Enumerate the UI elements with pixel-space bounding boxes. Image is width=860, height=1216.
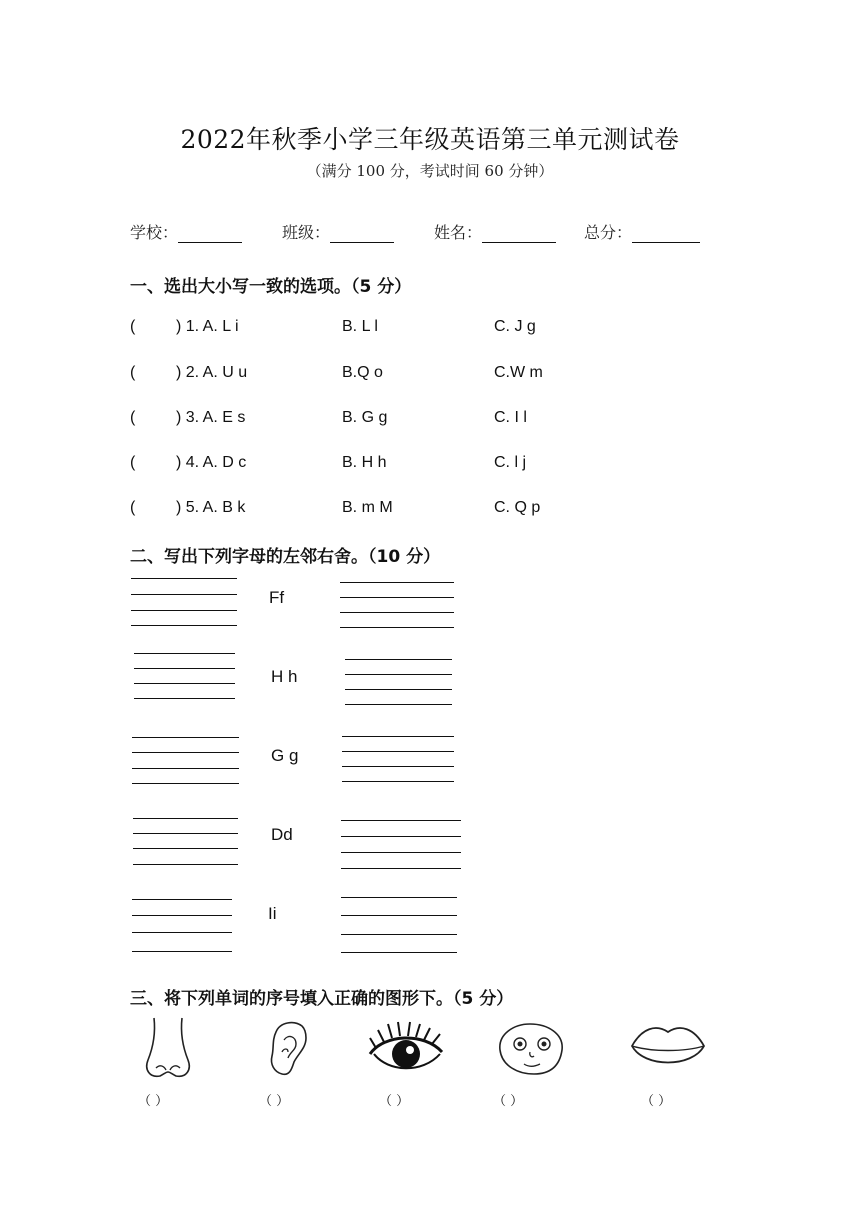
section1-heading: 一、选出大小写一致的选项。（5 分） [130,277,412,297]
writing-line[interactable] [134,653,235,654]
writing-line[interactable] [341,897,457,898]
writing-line[interactable] [345,659,452,660]
writing-line[interactable] [132,899,232,900]
letter-pair-hh: H h [271,667,298,686]
writing-line[interactable] [133,864,238,865]
letter-pair-ff: Ff [269,588,285,607]
writing-line[interactable] [131,625,237,626]
writing-line[interactable] [133,818,238,819]
writing-line[interactable] [131,610,237,611]
writing-line[interactable] [341,820,461,821]
face-answer-blank[interactable]: （ ） [493,1094,524,1109]
writing-line[interactable] [345,689,452,690]
name-blank[interactable] [482,224,556,243]
school-label: 学校： [130,223,179,242]
q2-option-b: B.Q o [342,364,383,381]
writing-line[interactable] [340,627,454,628]
letter-pair-ii: Ii [268,904,277,923]
writing-line[interactable] [341,836,461,837]
letter-pair-gg: G g [271,746,299,765]
writing-line[interactable] [132,951,232,952]
writing-line[interactable] [341,852,461,853]
school-field[interactable] [130,220,242,243]
q5-option-c: C. Q p [494,499,541,516]
ear-answer-blank[interactable]: （ ） [259,1094,290,1109]
q3-answer-paren[interactable]: ( [130,409,136,426]
writing-line[interactable] [133,833,238,834]
writing-line[interactable] [342,781,454,782]
writing-line[interactable] [132,737,239,738]
writing-line[interactable] [134,668,235,669]
nose-picture [140,1016,196,1080]
writing-line[interactable] [341,952,457,953]
q2-answer-paren[interactable]: ( [130,364,136,381]
writing-line[interactable] [132,768,239,769]
class-field[interactable] [282,220,394,243]
writing-line[interactable] [131,594,237,595]
q4-option-c: C. l j [494,454,526,471]
nose-answer-blank[interactable]: （ ） [138,1094,169,1109]
writing-line[interactable] [342,766,454,767]
q4-option-b: B. H h [342,454,387,471]
writing-line[interactable] [342,736,454,737]
writing-line[interactable] [134,698,235,699]
writing-line[interactable] [345,674,452,675]
writing-line[interactable] [133,848,238,849]
writing-line[interactable] [341,868,461,869]
q3-option-c: C. I l [494,409,527,426]
writing-line[interactable] [132,915,232,916]
q5-option-b: B. m M [342,499,393,516]
q2-option-a: ) 2. A. U u [176,364,248,381]
mouth-answer-blank[interactable]: （ ） [641,1094,672,1109]
total-field[interactable] [584,220,700,243]
class-label: 班级： [282,223,331,242]
writing-line[interactable] [132,752,239,753]
q5-option-a: ) 5. A. B k [176,499,246,516]
total-blank[interactable] [632,224,700,243]
q4-answer-paren[interactable]: ( [130,454,136,471]
writing-line[interactable] [131,578,237,579]
writing-line[interactable] [341,934,457,935]
section2-heading: 二、写出下列字母的左邻右舍。（10 分） [130,547,441,567]
total-label: 总分： [584,223,633,242]
q2-option-c: C.W m [494,364,543,381]
class-blank[interactable] [330,224,394,243]
q5-answer-paren[interactable]: ( [130,499,136,516]
writing-line[interactable] [341,915,457,916]
section3-heading: 三、将下列单词的序号填入正确的图形下。（5 分） [130,989,514,1009]
writing-line[interactable] [340,582,454,583]
eye-answer-blank[interactable]: （ ） [379,1094,410,1109]
page-subtitle: （满分 100 分，考试时间 60 分钟） [306,162,554,180]
ear-picture [262,1018,314,1078]
school-blank[interactable] [178,224,242,243]
q3-option-b: B. G g [342,409,388,426]
face-picture [494,1020,566,1078]
writing-line[interactable] [132,932,232,933]
q1-option-a: ) 1. A. L i [176,318,239,335]
letter-pair-dd: Dd [271,825,293,844]
q3-option-a: ) 3. A. E s [176,409,246,426]
writing-line[interactable] [340,597,454,598]
name-field[interactable] [434,220,556,243]
mouth-picture [628,1018,708,1074]
q4-option-a: ) 4. A. D c [176,454,247,471]
q1-option-b: B. L l [342,318,378,335]
q1-answer-paren[interactable]: ( [130,318,136,335]
writing-line[interactable] [132,783,239,784]
page-title: 2022年秋季小学三年级英语第三单元测试卷 [180,125,680,154]
writing-line[interactable] [134,683,235,684]
writing-line[interactable] [340,612,454,613]
q1-option-c: C. J g [494,318,536,335]
name-label: 姓名： [434,223,483,242]
eye-picture [366,1018,446,1080]
writing-line[interactable] [342,751,454,752]
writing-line[interactable] [345,704,452,705]
